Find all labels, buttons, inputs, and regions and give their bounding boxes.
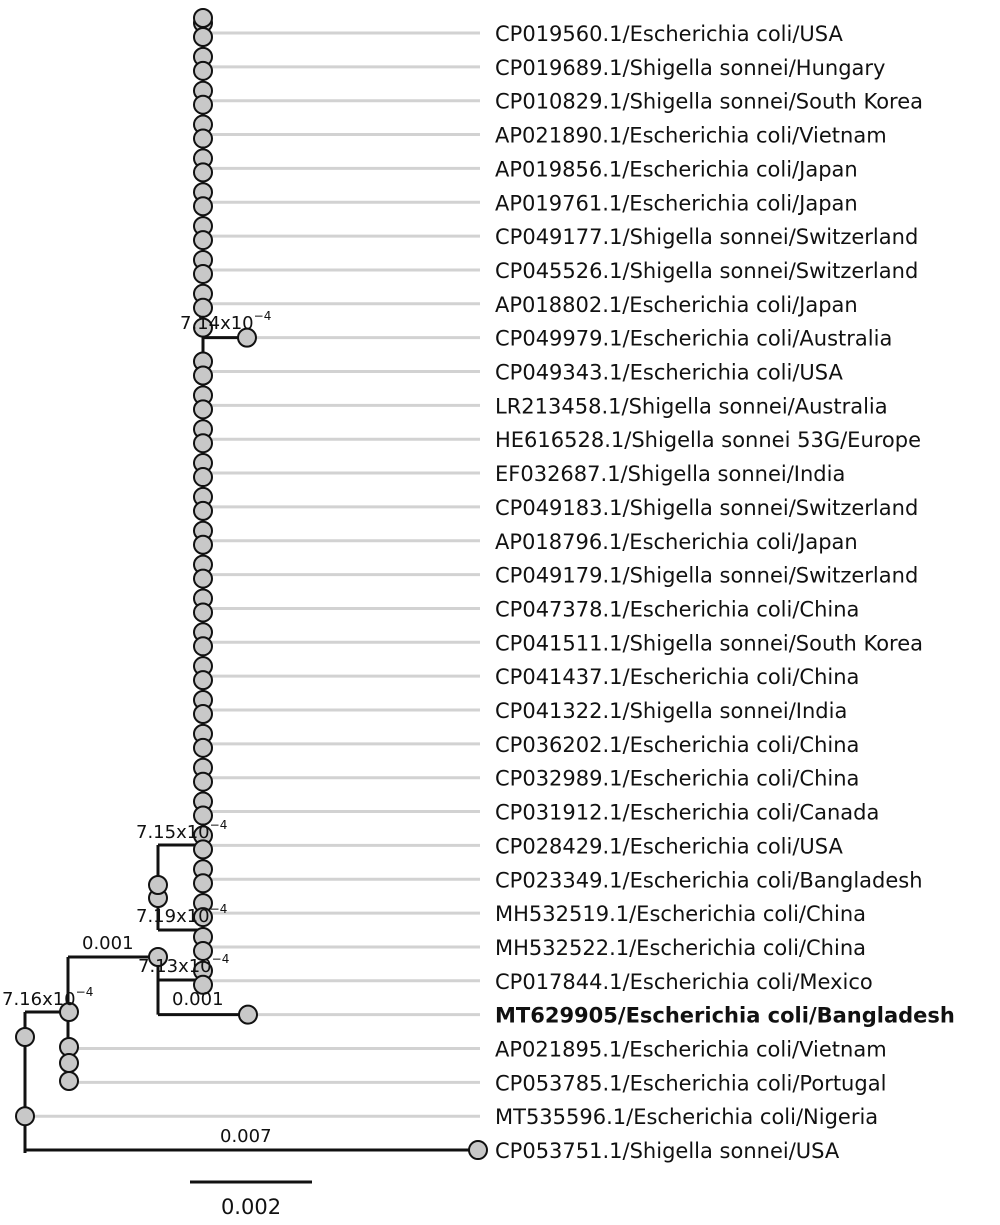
leaf-tip-node: [194, 874, 212, 892]
leaf-tip-node: [194, 637, 212, 655]
leaf-label: LR213458.1/Shigella sonnei/Australia: [495, 394, 888, 419]
leaf-label: AP018802.1/Escherichia coli/Japan: [495, 292, 858, 317]
leaf-tip-node: [194, 96, 212, 114]
leaf-tip-node: [194, 197, 212, 215]
branch-label-anc-4: $7.13x10^{-4}$: [138, 952, 230, 977]
leaf-label: CP028429.1/Escherichia coli/USA: [495, 834, 843, 859]
leaf-tip-node: [60, 1054, 78, 1072]
tree-branches: [25, 18, 478, 1153]
leaf-label: CP053751.1/Shigella sonnei/USA: [495, 1139, 840, 1164]
leaf-label: CP049179.1/Shigella sonnei/Switzerland: [495, 563, 919, 588]
leaf-label: CP047378.1/Escherichia coli/China: [495, 597, 860, 622]
leaf-label: CP010829.1/Shigella sonnei/South Korea: [495, 89, 924, 114]
leaf-label: MH532519.1/Escherichia coli/China: [495, 902, 866, 927]
leaf-tip-node: [194, 434, 212, 452]
leaf-label: CP041322.1/Shigella sonnei/India: [495, 699, 848, 723]
leaf-label: HE616528.1/Shigella sonnei 53G/Europe: [495, 428, 922, 453]
leaf-label: CP032989.1/Escherichia coli/China: [495, 766, 860, 791]
leaf-label: CP041511.1/Shigella sonnei/South Korea: [495, 631, 924, 656]
internal-node: [149, 876, 167, 894]
leaf-label: AP019856.1/Escherichia coli/Japan: [495, 157, 858, 182]
leaf-tip-node: [194, 367, 212, 385]
leaf-tip-node: [194, 671, 212, 689]
leaf-tip-node: [194, 163, 212, 181]
leaf-label: EF032687.1/Shigella sonnei/India: [495, 462, 846, 487]
leaf-label: AP019761.1/Escherichia coli/Japan: [495, 191, 858, 216]
leaf-tip-node: [194, 840, 212, 858]
leaf-tip-node: [194, 28, 212, 46]
branch-label-0001-upper: 0.001: [82, 933, 134, 954]
leaf-tip-node: [194, 502, 212, 520]
internal-node: [16, 1028, 34, 1046]
leaf-label: AP021890.1/Escherichia coli/Vietnam: [495, 123, 887, 148]
leaf-label: MT629905/Escherichia coli/Bangladesh: [495, 1003, 955, 1028]
leaf-tip-node: [194, 570, 212, 588]
leaf-label: MH532522.1/Escherichia coli/China: [495, 935, 866, 960]
leaf-label: CP049343.1/Escherichia coli/USA: [495, 360, 843, 385]
leaf-tip-node-cp053751: [469, 1141, 487, 1159]
leaf-label: AP018796.1/Escherichia coli/Japan: [495, 529, 858, 554]
branch-label-anc-1: $7.14x10^{-4}$: [180, 309, 272, 334]
leaf-tip-node: [194, 705, 212, 723]
leaf-tip-node: [194, 773, 212, 791]
leaf-tip-node: [194, 536, 212, 554]
leaf-label: CP017844.1/Escherichia coli/Mexico: [495, 969, 873, 994]
leaf-tip-node: [194, 265, 212, 283]
leaf-tip-node: [194, 468, 212, 486]
internal-node: [194, 9, 212, 27]
branch-label-0007: 0.007: [220, 1126, 272, 1147]
branch-label-anc-2: $7.15x10^{-4}$: [136, 818, 228, 843]
leaf-label: AP021895.1/Escherichia coli/Vietnam: [495, 1037, 887, 1062]
leaf-tip-node-mt629905: [239, 1006, 257, 1024]
branch-label-anc-5: $7.16x10^{-4}$: [2, 985, 94, 1010]
leaf-label: CP036202.1/Escherichia coli/China: [495, 732, 860, 757]
leaf-label: CP053785.1/Escherichia coli/Portugal: [495, 1071, 887, 1096]
leaf-label: CP031912.1/Escherichia coli/Canada: [495, 800, 880, 825]
leaf-tip-node: [194, 130, 212, 148]
leaf-label: CP049979.1/Escherichia coli/Australia: [495, 326, 893, 351]
leaf-label: CP019560.1/Escherichia coli/USA: [495, 22, 843, 46]
leaf-labels: [495, 22, 955, 1163]
leaf-tip-node-mt535596: [16, 1107, 34, 1125]
leaf-label: CP041437.1/Escherichia coli/China: [495, 665, 860, 690]
branch-label-anc-3: $7.19x10^{-4}$: [136, 902, 228, 927]
leaf-tip-node: [194, 400, 212, 418]
leaf-label: CP045526.1/Shigella sonnei/Switzerland: [495, 258, 919, 283]
leaf-label: CP049177.1/Shigella sonnei/Switzerland: [495, 225, 919, 250]
leaf-label: CP019689.1/Shigella sonnei/Hungary: [495, 55, 886, 80]
leaf-label: CP023349.1/Escherichia coli/Bangladesh: [495, 868, 923, 893]
leaf-tip-node: [194, 603, 212, 621]
leaf-tip-node: [194, 739, 212, 757]
leaf-label: MT535596.1/Escherichia coli/Nigeria: [495, 1105, 879, 1130]
leaf-tip-node: [194, 231, 212, 249]
leaf-tip-node: [194, 62, 212, 80]
leaf-label: CP049183.1/Shigella sonnei/Switzerland: [495, 495, 919, 520]
branch-label-0001-lower: 0.001: [172, 989, 224, 1010]
leaf-tip-node: [60, 1072, 78, 1090]
scale-bar-label: 0.002: [220, 1195, 282, 1219]
leaf-guide-lines: [34, 33, 487, 1150]
